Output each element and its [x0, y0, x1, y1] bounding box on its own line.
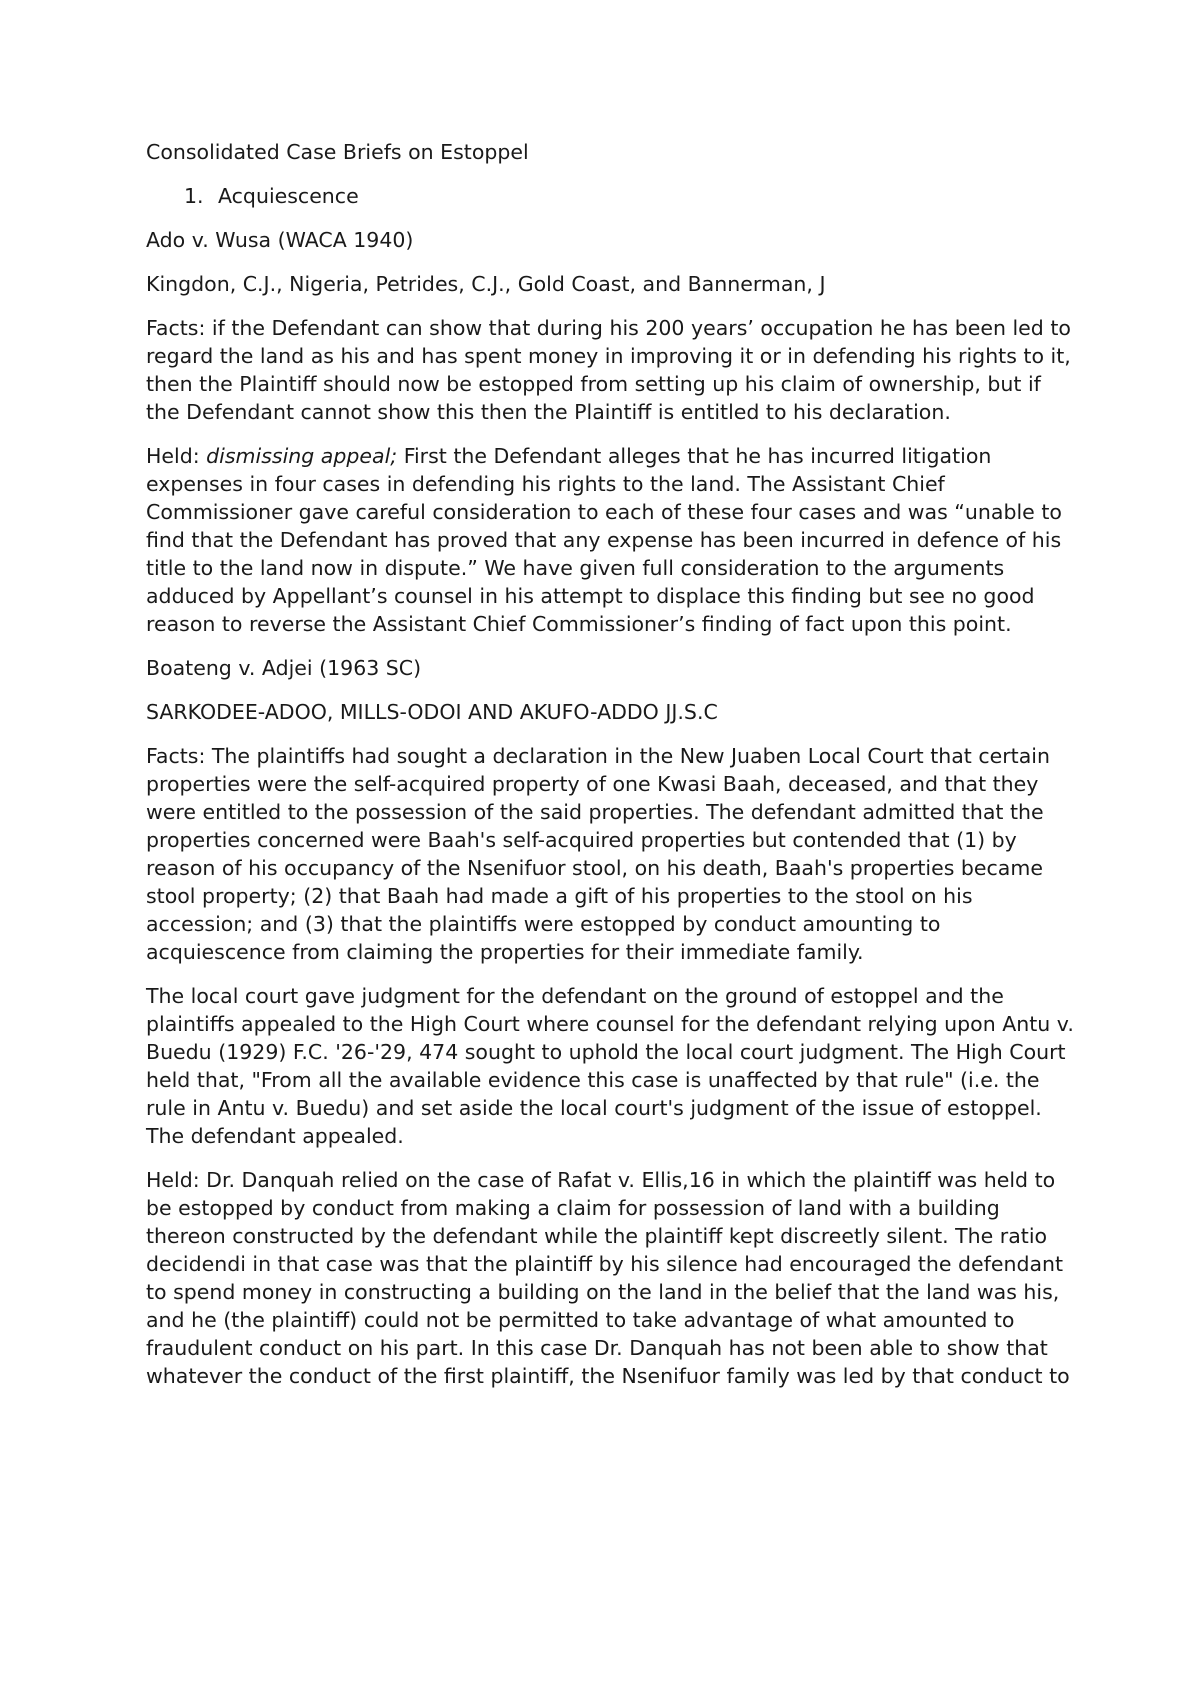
case-held: Held: Dr. Danquah relied on the case of Rafat v. Ellis,16 in which the plaintiff was held to be estopped by conduct from making a claim for possession of land with a building thereon constructed by the defendant while the plaintiff kept discreetly silent. The ratio decidendi in that case was that the plaintiff by his silence had encouraged the defendant to spend money in constructing a building on the land in the belief that the land was his, and he (the plaintiff) could not be permitted to take advantage of what amounted to fraudulent conduct on his part. In this case Dr. Danquah has not been able to show that whatever the conduct of the first plaintiff, the Nsenifuor family was led by that conduct to	[146, 1168, 1070, 1388]
case-judges: Kingdon, C.J., Nigeria, Petrides, C.J., Gold Coast, and Bannerman, J	[146, 272, 826, 296]
section-heading	[146, 182, 1076, 210]
section-title: Acquiescence	[218, 184, 359, 208]
case-name: Boateng v. Adjei (1963 SC)	[146, 656, 422, 680]
document-page	[146, 138, 1076, 1406]
case-name: Ado v. Wusa (WACA 1940)	[146, 228, 414, 252]
held-emphasis: dismissing appeal;	[206, 444, 398, 468]
held-label: Held:	[146, 444, 207, 468]
case-procedure: The local court gave judgment for the defendant on the ground of estoppel and the plaintiffs appealed to the High Court where counsel for the defendant relying upon Antu v. Buedu (1929) F.C. '26-'29, 474 sought to uphold the local court judgment. The High Court held that, "From all the available evidence this case is unaffected by that rule" (i.e. the rule in Antu v. Buedu) and set aside the local court's judgment of the issue of estoppel. The defendant appealed.	[146, 984, 1074, 1148]
held-text: First the Defendant alleges that he has incurred litigation expenses in four cases in defending his rights to the land. The Assistant Chief Commissioner gave careful consideration to each of these four cases and was “unable to find that the Defendant has proved that any expense has been incurred in defence of his title to the land now in dispute.” We have given full consideration to the arguments adduced by Appellant’s counsel in his attempt to displace this finding but see no good reason to reverse the Assistant Chief Commissioner’s finding of fact upon this point.	[146, 444, 1062, 636]
case-facts: Facts: if the Defendant can show that during his 200 years’ occupation he has been led to regard the land as his and has spent money in improving it or in defending his rights to it, then the Plaintiff should now be estopped from setting up his claim of ownership, but if the Defendant cannot show this then the Plaintiff is entitled to his declaration.	[146, 316, 1071, 424]
case-judges: SARKODEE-ADOO, MILLS-ODOI AND AKUFO-ADDO JJ.S.C	[146, 700, 718, 724]
section-number: 1.	[184, 184, 204, 208]
document-title: Consolidated Case Briefs on Estoppel	[146, 140, 529, 164]
case-held	[146, 442, 1076, 638]
case-facts: Facts: The plaintiffs had sought a declaration in the New Juaben Local Court that certain properties were the self-acquired property of one Kwasi Baah, deceased, and that they were entitled to the possession of the said properties. The defendant admitted that the properties concerned were Baah's self-acquired properties but contended that (1) by reason of his occupancy of the Nsenifuor stool, on his death, Baah's properties became stool property; (2) that Baah had made a gift of his properties to the stool on his accession; and (3) that the plaintiffs were estopped by conduct amounting to acquiescence from claiming the properties for their immediate family.	[146, 744, 1050, 964]
